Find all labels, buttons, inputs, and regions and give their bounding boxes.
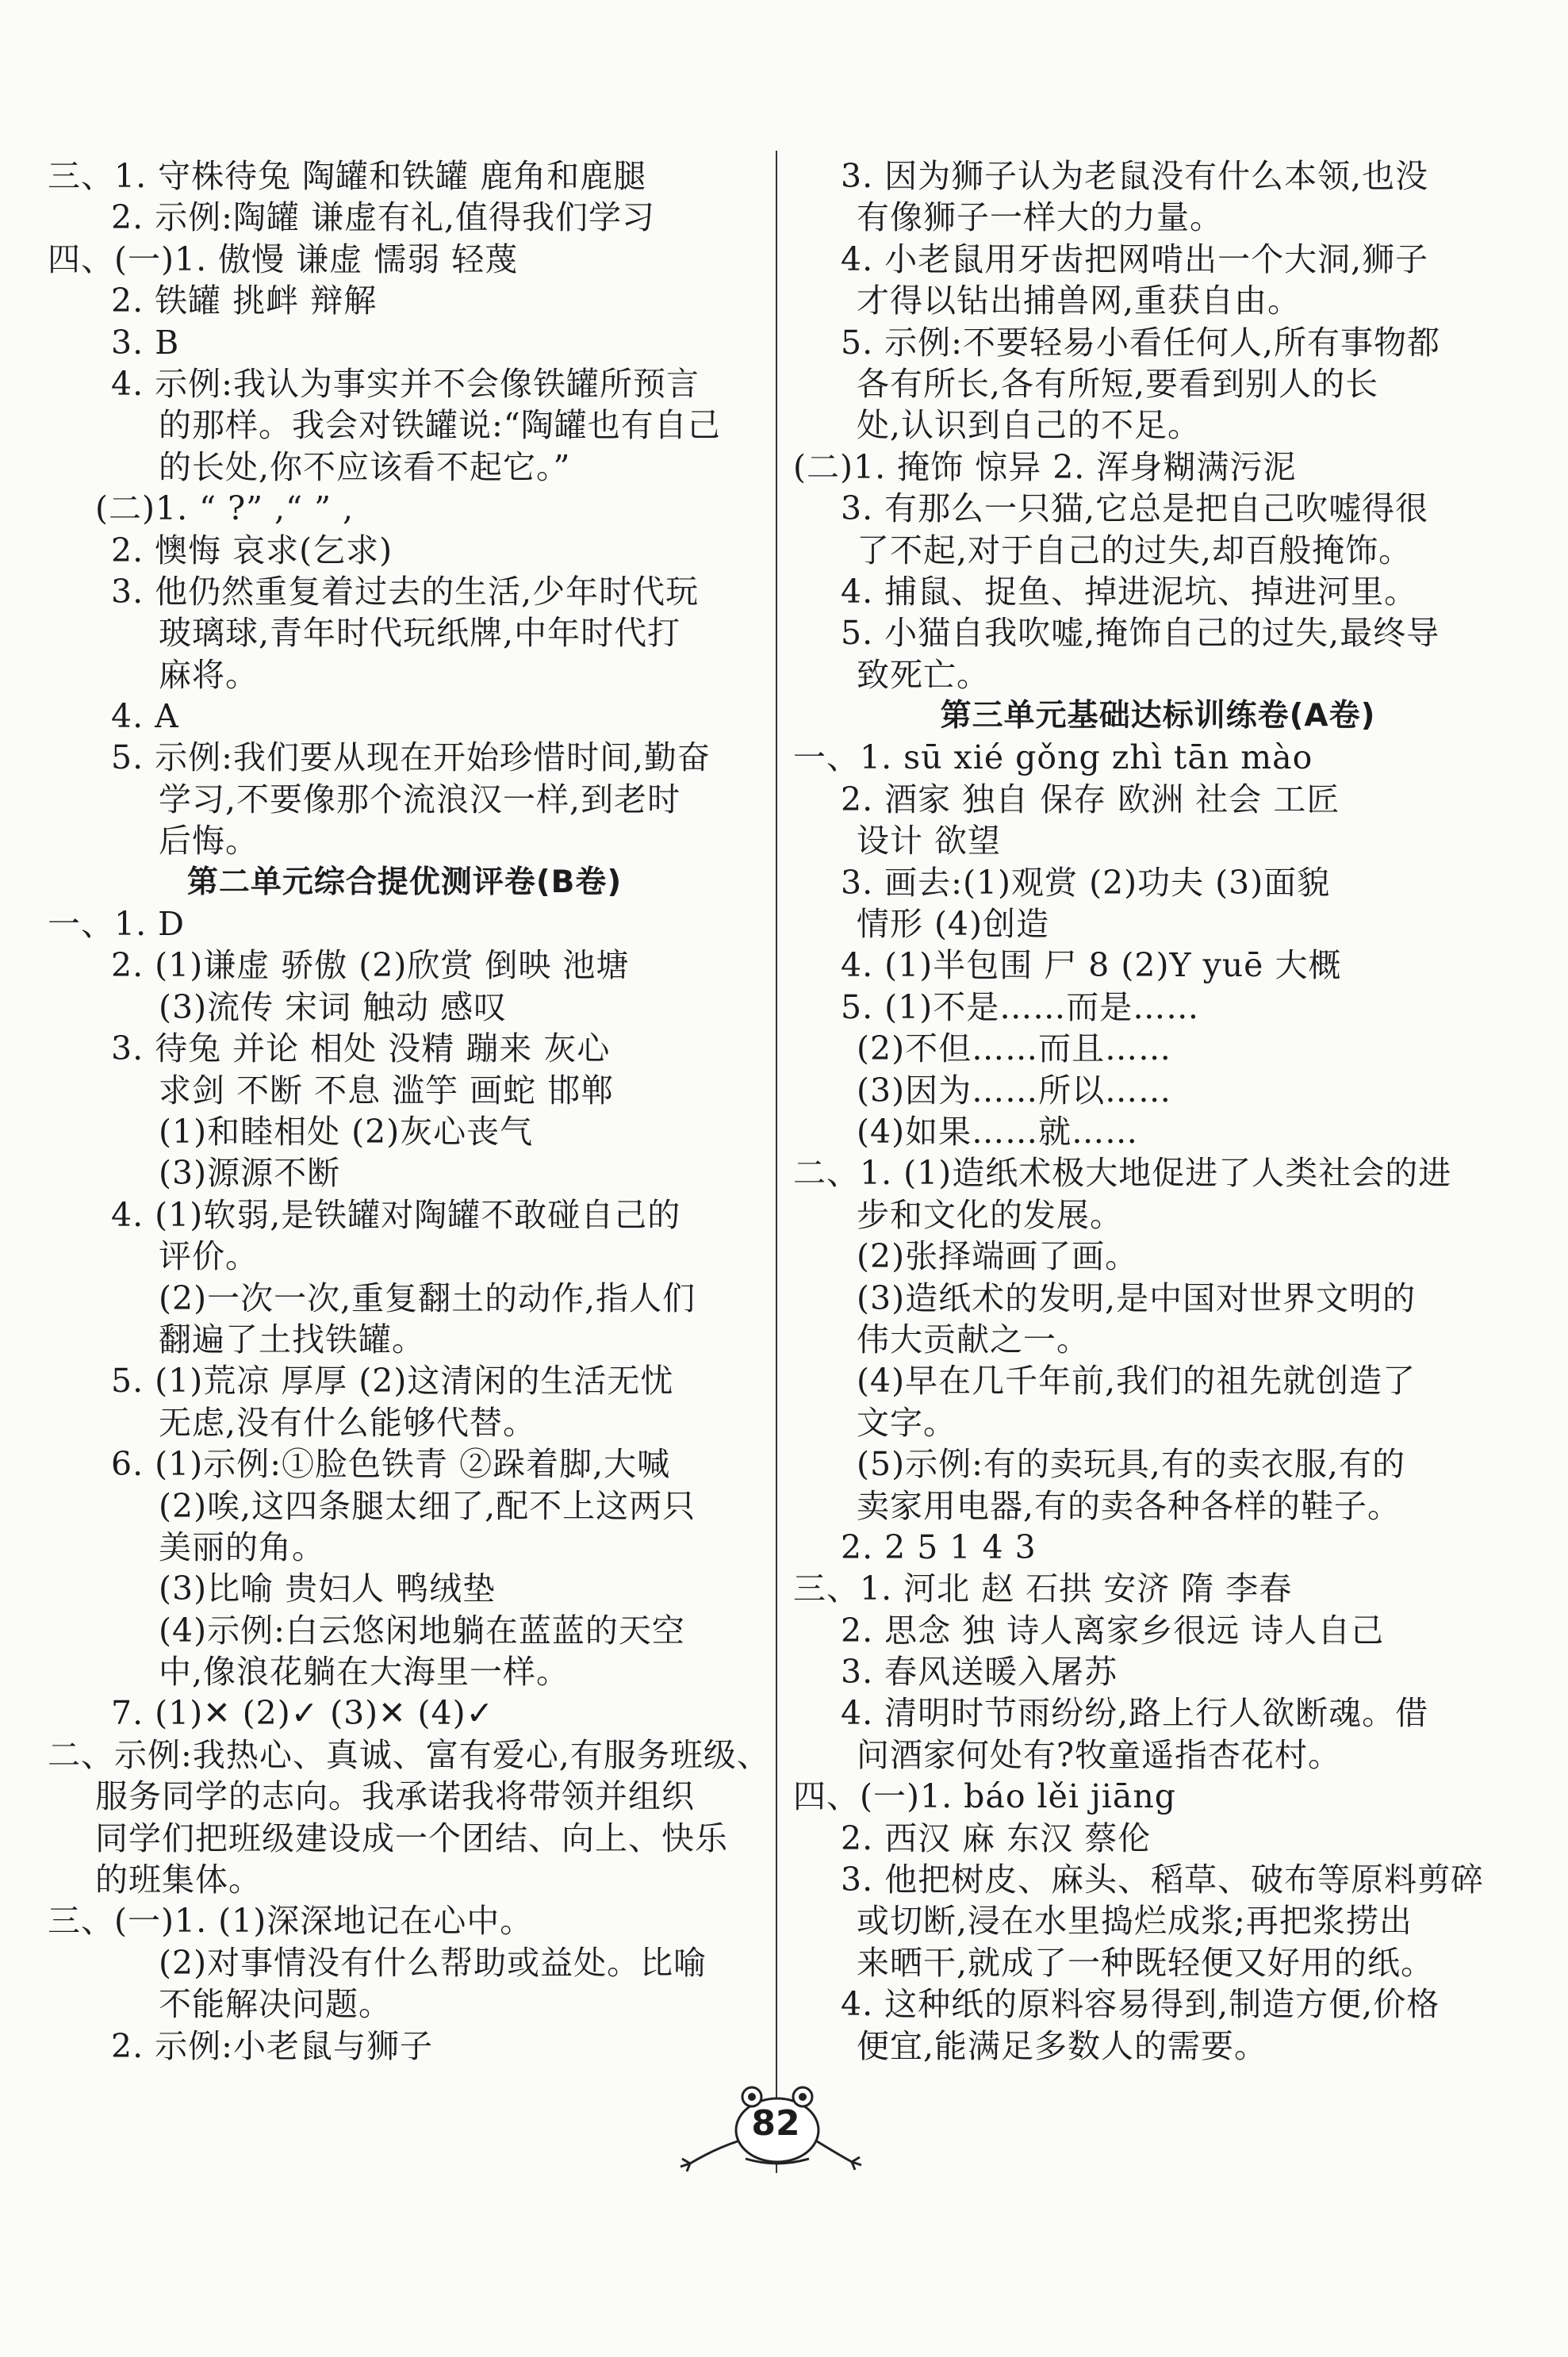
answer-line: (二)1. “ ?” ,“ ” , <box>95 489 355 528</box>
answer-line: 的那样。我会对铁罐说:“陶罐也有自己 <box>159 406 721 445</box>
answer-line: 情形 (4)创造 <box>857 905 1050 944</box>
answer-line: 5. 示例:我们要从现在开始珍惜时间,勤奋 <box>111 738 711 777</box>
answer-line: 二、示例:我热心、真诚、富有爱心,有服务班级、 <box>48 1735 770 1774</box>
answer-line: 7. (1)✕ (2)✓ (3)✕ (4)✓ <box>111 1694 494 1733</box>
answer-line: 2. 懊悔 哀求(乞求) <box>111 531 393 569</box>
right-column <box>793 155 1523 2067</box>
answer-line: (2)张择端画了画。 <box>857 1237 1139 1276</box>
answer-line: 的长处,你不应该看不起它。” <box>159 447 571 486</box>
answer-line: 才得以钻出捕兽网,重获自由。 <box>857 282 1302 320</box>
answer-line: (5)示例:有的卖玩具,有的卖衣服,有的 <box>857 1445 1405 1484</box>
answer-line: (3)比喻 贵妇人 鸭绒垫 <box>159 1569 496 1608</box>
answer-line: 5. 小猫自我吹嘘,掩饰自己的过失,最终导 <box>841 614 1440 653</box>
answer-line: (3)流传 宋词 触动 感叹 <box>159 987 508 1026</box>
answer-line: 三、(一)1. (1)深深地记在心中。 <box>48 1902 534 1941</box>
answer-line: (4)如果……就…… <box>857 1112 1139 1151</box>
section-title: 第三单元基础达标训练卷(A卷) <box>940 698 1376 734</box>
answer-line: 玻璃球,青年时代玩纸牌,中年时代打 <box>159 614 681 653</box>
answer-line: 四、(一)1. 傲慢 谦虚 懦弱 轻蔑 <box>48 240 519 278</box>
answer-line: (3)造纸术的发明,是中国对世界文明的 <box>857 1278 1417 1317</box>
answer-line: 4. 清明时节雨纷纷,路上行人欲断魂。借 <box>841 1694 1429 1733</box>
answer-line: 文字。 <box>857 1403 957 1442</box>
page-number: 82 <box>751 2103 800 2144</box>
answer-line: 3. 因为狮子认为老鼠没有什么本领,也没 <box>841 157 1429 195</box>
answer-line: 4. 小老鼠用牙齿把网啃出一个大洞,狮子 <box>841 240 1429 278</box>
answer-line: 一、1. sū xié gǒng zhì tān mào <box>793 738 1313 777</box>
answer-line: 服务同学的志向。我承诺我将带领并组织 <box>95 1777 695 1816</box>
answer-line: 4. (1)半包围 尸 8 (2)Y yuē 大概 <box>841 946 1342 985</box>
answer-line: 处,认识到自己的不足。 <box>857 406 1202 445</box>
answer-line: 4. 这种纸的原料容易得到,制造方便,价格 <box>841 1985 1440 2024</box>
answer-line: 学习,不要像那个流浪汉一样,到老时 <box>159 780 681 818</box>
column-divider <box>776 151 777 2173</box>
answer-line: 各有所长,各有所短,要看到别人的长 <box>857 364 1379 403</box>
answer-line: 4. (1)软弱,是铁罐对陶罐不敢碰自己的 <box>111 1195 681 1234</box>
answer-line: 翻遍了土找铁罐。 <box>159 1320 425 1359</box>
answer-line: 中,像浪花躺在大海里一样。 <box>159 1653 570 1692</box>
answer-line: 3. 有那么一只猫,它总是把自己吹嘘得很 <box>841 489 1429 528</box>
answer-line: 3. 春风送暖入屠苏 <box>841 1653 1118 1692</box>
page-footer <box>658 2086 896 2173</box>
answer-line: 美丽的角。 <box>159 1527 325 1566</box>
answer-line: 3. 画去:(1)观赏 (2)功夫 (3)面貌 <box>841 863 1331 902</box>
answer-line: 问酒家何处有?牧童遥指杏花村。 <box>857 1735 1341 1774</box>
section-title: 第二单元综合提优测评卷(B卷) <box>186 864 623 900</box>
answer-line: 3. 他把树皮、麻头、稻草、破布等原料剪碎 <box>841 1861 1485 1899</box>
answer-line: 4. 示例:我认为事实并不会像铁罐所预言 <box>111 364 700 403</box>
answer-line: 6. (1)示例:①脸色铁青 ②跺着脚,大喊 <box>111 1445 671 1484</box>
answer-line: 后悔。 <box>159 822 259 860</box>
answer-line: 求剑 不断 不息 滥竽 画蛇 邯郸 <box>159 1071 615 1110</box>
answer-line: 2. 西汉 麻 东汉 蔡伦 <box>841 1819 1152 1857</box>
answer-line: (3)因为……所以…… <box>857 1071 1172 1110</box>
answer-line: (4)早在几千年前,我们的祖先就创造了 <box>857 1362 1417 1401</box>
answer-line: (2)对事情没有什么帮助或益处。比喻 <box>159 1943 707 1982</box>
answer-line: (2)唉,这四条腿太细了,配不上这两只 <box>159 1486 696 1525</box>
answer-line: 设计 欲望 <box>857 822 1002 860</box>
answer-line: 致死亡。 <box>857 655 990 694</box>
answer-line: (2)一次一次,重复翻土的动作,指人们 <box>159 1278 696 1317</box>
answer-line: 步和文化的发展。 <box>857 1195 1123 1234</box>
answer-line: 了不起,对于自己的过失,却百般掩饰。 <box>857 531 1413 569</box>
answer-line: 2. 铁罐 挑衅 辩解 <box>111 282 378 320</box>
answer-line: 3. 待兔 并论 相处 没精 蹦来 灰心 <box>111 1029 611 1068</box>
answer-line: 5. (1)不是……而是…… <box>841 987 1200 1026</box>
answer-line: 的班集体。 <box>95 1861 262 1899</box>
answer-line: (4)示例:白云悠闲地躺在蓝蓝的天空 <box>159 1611 685 1650</box>
answer-line: 或切断,浸在水里捣烂成浆;再把浆捞出 <box>857 1902 1413 1941</box>
answer-line: 有像狮子一样大的力量。 <box>857 198 1223 237</box>
answer-line: 2. 示例:小老鼠与狮子 <box>111 2026 433 2065</box>
answer-line: 2. 思念 独 诗人离家乡很远 诗人自己 <box>841 1611 1385 1650</box>
answer-line: 卖家用电器,有的卖各种各样的鞋子。 <box>857 1486 1401 1525</box>
answer-line: 4. 捕鼠、捉鱼、掉进泥坑、掉进河里。 <box>841 572 1418 611</box>
answer-line: 伟大贡献之一。 <box>857 1320 1090 1359</box>
answer-line: (1)和睦相处 (2)灰心丧气 <box>159 1112 534 1151</box>
answer-line: 3. B <box>111 323 180 362</box>
answer-line: 同学们把班级建设成一个团结、向上、快乐 <box>95 1819 728 1857</box>
answer-line: 2. 示例:陶罐 谦虚有礼,值得我们学习 <box>111 198 656 237</box>
answer-line: (2)不但……而且…… <box>857 1029 1172 1068</box>
answer-line: 3. 他仍然重复着过去的生活,少年时代玩 <box>111 572 700 611</box>
answer-line: 5. 示例:不要轻易小看任何人,所有事物都 <box>841 323 1440 362</box>
answer-line: 2. 酒家 独自 保存 欧洲 社会 工匠 <box>841 780 1340 818</box>
left-column <box>48 155 770 2067</box>
answer-line: 4. A <box>111 697 179 736</box>
answer-line: 2. (1)谦虚 骄傲 (2)欣赏 倒映 池塘 <box>111 946 630 985</box>
answer-line: 三、1. 河北 赵 石拱 安济 隋 李春 <box>793 1569 1293 1608</box>
answer-line: 三、1. 守株待兔 陶罐和铁罐 鹿角和鹿腿 <box>48 157 647 195</box>
answer-line: 麻将。 <box>159 655 259 694</box>
answer-line: 5. (1)荒凉 厚厚 (2)这清闲的生活无忧 <box>111 1362 674 1401</box>
answer-line: (3)源源不断 <box>159 1154 341 1193</box>
answer-line: 二、1. (1)造纸术极大地促进了人类社会的进 <box>793 1154 1452 1193</box>
answer-line: 2. 2 5 1 4 3 <box>841 1527 1037 1566</box>
answer-line: 四、(一)1. báo lěi jiāng <box>793 1777 1176 1816</box>
answer-line: 无虑,没有什么能够代替。 <box>159 1403 537 1442</box>
answer-line: 来晒干,就成了一种既轻便又好用的纸。 <box>857 1943 1435 1982</box>
answer-line: 评价。 <box>159 1237 259 1276</box>
answer-line: 便宜,能满足多数人的需要。 <box>857 2026 1268 2065</box>
answer-line: 不能解决问题。 <box>159 1985 392 2024</box>
answer-line: (二)1. 掩饰 惊异 2. 浑身糊满污泥 <box>793 447 1297 486</box>
answer-line: 一、1. D <box>48 905 186 944</box>
